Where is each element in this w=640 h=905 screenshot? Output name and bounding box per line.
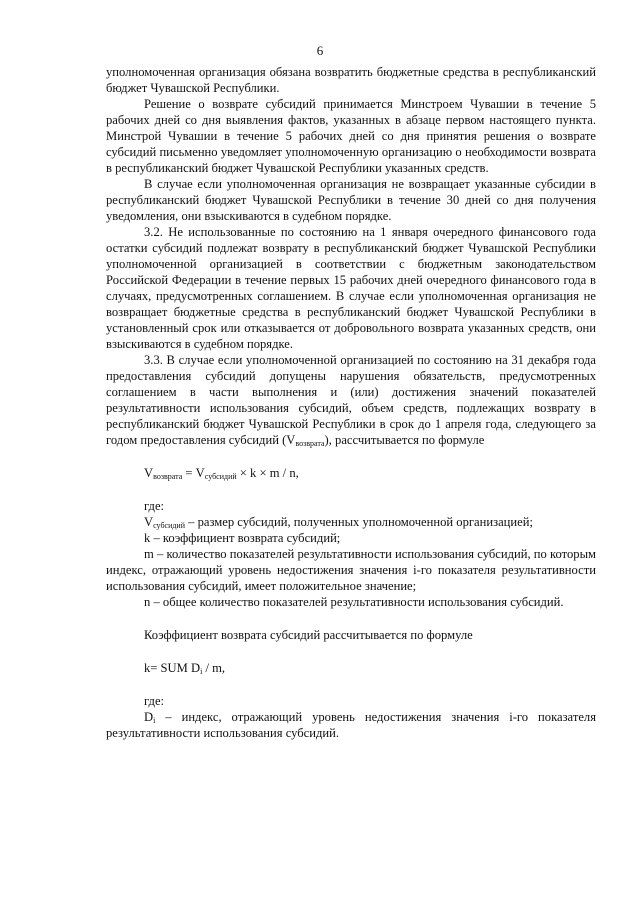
formula-return-volume: $V_{возврата} = V_{субсидий} \times k \times m / n$, <box>144 466 299 481</box>
where-label-2: где: <box>144 694 165 708</box>
paragraph-3-3: 3.3. В случае если уполномоченной организацией по состоянию на 31 декабря года предоставления субсидий допущены нарушения обязательств, предусмотренных соглашением в части выполнения и (или) достижения значений показателей результативности использования субсидий, объем средств, подлежащих возврату в республиканский бюджет Чувашской Республики в срок до 1 апреля года, следующего за годом предоставления субсидий $(V_{возврата})$, рассчитывается по формуле <box>106 353 596 448</box>
paragraph-3-2: 3.2. Не использованные по состоянию на 1 января очередного финансового года остатки субсидий подлежат возврату в республиканский бюджет Чувашской Республики уполномоченной организацией в соответствии с бюджетным законодательством Российской Федерации в течение первых 15 рабочих дней очередного финансового года в случаях, предусмотренных соглашением. В случае если уполномоченная организация не возвращает бюджетные средства в республиканский бюджет Чувашской Республики в установленный срок или отказывается от добровольного возврата указанных средств, они взыскиваются в судебном порядке. <box>106 225 596 351</box>
formula-coefficient: k= SUM $D_i$ / m, <box>144 661 226 676</box>
definition-n: n – общее количество показателей результативности использования субсидий. <box>144 595 564 609</box>
definition-m: m – количество показателей результативности использования субсидий, по которым индекс, отражающий уровень недостижения значения i-го показателя результативности использования субсидий, имеет положительное значение; <box>106 547 596 593</box>
where-label: где: <box>144 499 165 513</box>
paragraph-recovery: В случае если уполномоченная организация не возвращает указанные субсидии в республиканский бюджет Чувашской Республики в течение 30 дней со дня получения уведомления, они взыскиваются в судебном порядке. <box>106 177 596 223</box>
document-body <box>106 64 596 741</box>
definition-d: $D_i$ – индекс, отражающий уровень недостижения значения i-го показателя результативности использования субсидий. <box>106 710 596 740</box>
definition-k: k – коэффициент возврата субсидий; <box>144 531 341 545</box>
page-number: 6 <box>316 43 324 58</box>
coefficient-sentence: Коэффициент возврата субсидий рассчитывается по формуле <box>144 628 473 642</box>
definition-v: $V_{субсидий}$ – размер субсидий, полученных уполномоченной организацией; <box>144 515 533 530</box>
paragraph-decision: Решение о возврате субсидий принимается Минстроем Чувашии в течение 5 рабочих дней со дня выявления фактов, указанных в абзаце первом настоящего пункта. Минстрой Чувашии в течение 5 рабочих дней со дня принятия решения о возврате субсидий письменно уведомляет уполномоченную организацию о необходимости возврата в республиканский бюджет Чувашской Республики указанных средств. <box>106 97 596 175</box>
paragraph-continuation: уполномоченная организация обязана возвратить бюджетные средства в республиканский бюджет Чувашской Республики. <box>106 65 596 95</box>
